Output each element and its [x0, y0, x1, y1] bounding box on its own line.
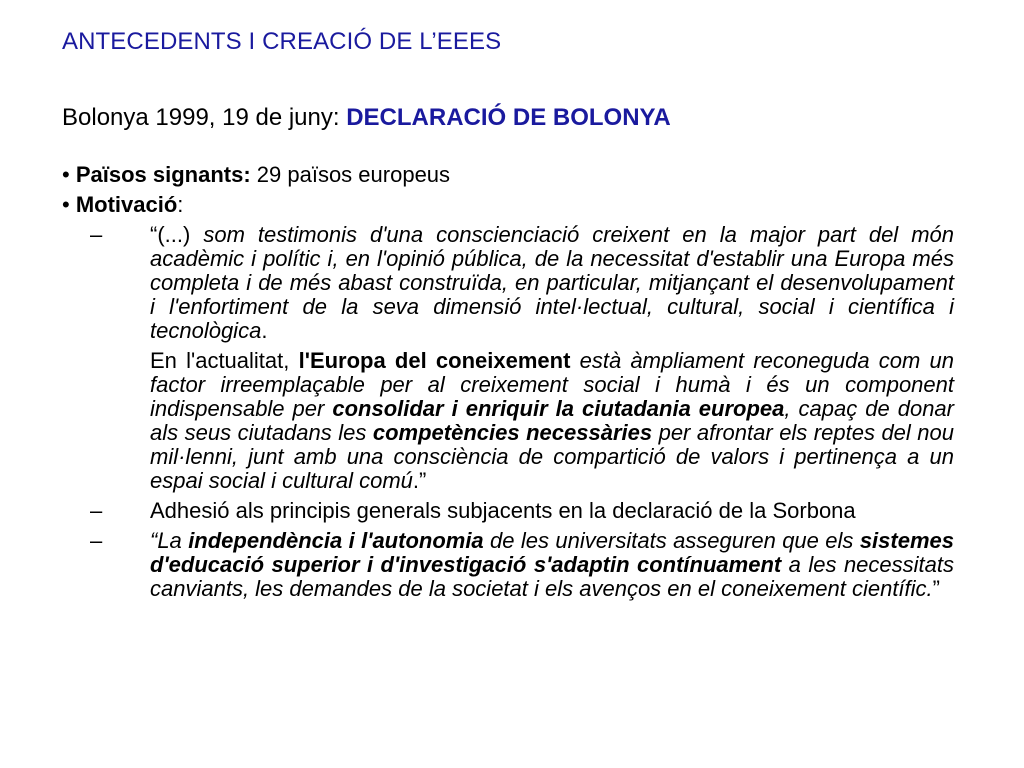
dash-marker: –	[90, 498, 103, 523]
subtitle-highlight: DECLARACIÓ DE BOLONYA	[346, 104, 671, 131]
quote-1-end: .	[261, 318, 268, 343]
sub-item-sorbonne	[62, 499, 954, 523]
sorbonne-text: Adhesió als principis generals subjacents en la declaració de la Sorbona	[150, 498, 856, 523]
quote-3-end: ”	[932, 576, 940, 601]
subtitle-prefix: Bolonya 1999, 19 de juny:	[62, 104, 347, 131]
quote-2-text-3: , capaç de donar als seus ciutadans les	[150, 396, 954, 445]
quote-1-open: “(...)	[150, 222, 191, 247]
quote-2-end: .”	[412, 468, 427, 493]
bullet-text: 29 països europeus	[250, 162, 451, 187]
quote-2-bold-1: l'Europa del coneixement	[298, 348, 571, 373]
quote-3-text	[150, 529, 954, 601]
quote-3-bold-2: sistemes d'educació superior i d'investigació s'adaptin contínuament	[150, 528, 954, 577]
dash-marker: –	[90, 528, 103, 553]
bullet-signatory-countries	[62, 163, 954, 187]
bullet-marker: •	[62, 162, 70, 187]
quote-1-text	[150, 223, 954, 343]
bullet-marker: •	[62, 192, 70, 217]
quote-2-paragraph	[150, 349, 954, 493]
sub-item-quote-1	[62, 223, 954, 343]
quote-2-text-4: per afrontar els reptes del nou mil·lenni, junt amb una consciència de compartició de valors i pertinença a un espai social i cultural comú	[150, 420, 954, 493]
quote-2-bold-2: consolidar i enriquir la ciutadania europea	[332, 396, 785, 421]
slide-header-title: ANTECEDENTS I CREACIÓ DE L’EEES	[62, 28, 502, 55]
quote-2-start: En l'actualitat,	[150, 348, 299, 373]
bullet-label: Motivació	[75, 192, 178, 217]
slide-body	[62, 163, 954, 601]
quote-2-text-2: està àmpliament reconeguda com un factor irreemplaçable per al creixement social i humà i és un component indispensable per	[150, 348, 955, 421]
quote-2-bold-3: competències necessàries	[372, 420, 653, 445]
dash-marker: –	[90, 222, 103, 247]
quote-1-body: som testimonis d'una conscienciació creixent en la major part del món acadèmic i polític i, en l'opinió pública, de la necessitat d'establir una Europa més completa i de més abast construïda, en particular, mitjançant el desenvolupament i l'enfortiment de la seva dimensió intel·lectual, cultural, social i científica i tecnològica	[150, 222, 954, 343]
bullet-text: :	[177, 192, 184, 217]
sub-item-quote-3	[62, 529, 954, 601]
bullet-label: Països signants:	[75, 162, 251, 187]
slide-subtitle	[62, 104, 671, 132]
quote-3-text-2: de les universitats asseguren que els	[483, 528, 860, 553]
quote-3-bold-1: independència i l'autonomia	[188, 528, 484, 553]
quote-3-start: “La	[150, 528, 189, 553]
quote-3-text-3: a les necessitats canviants, les demandes de la societat i els avenços en el coneixement científic.	[150, 552, 955, 601]
bullet-motivation	[62, 193, 954, 217]
